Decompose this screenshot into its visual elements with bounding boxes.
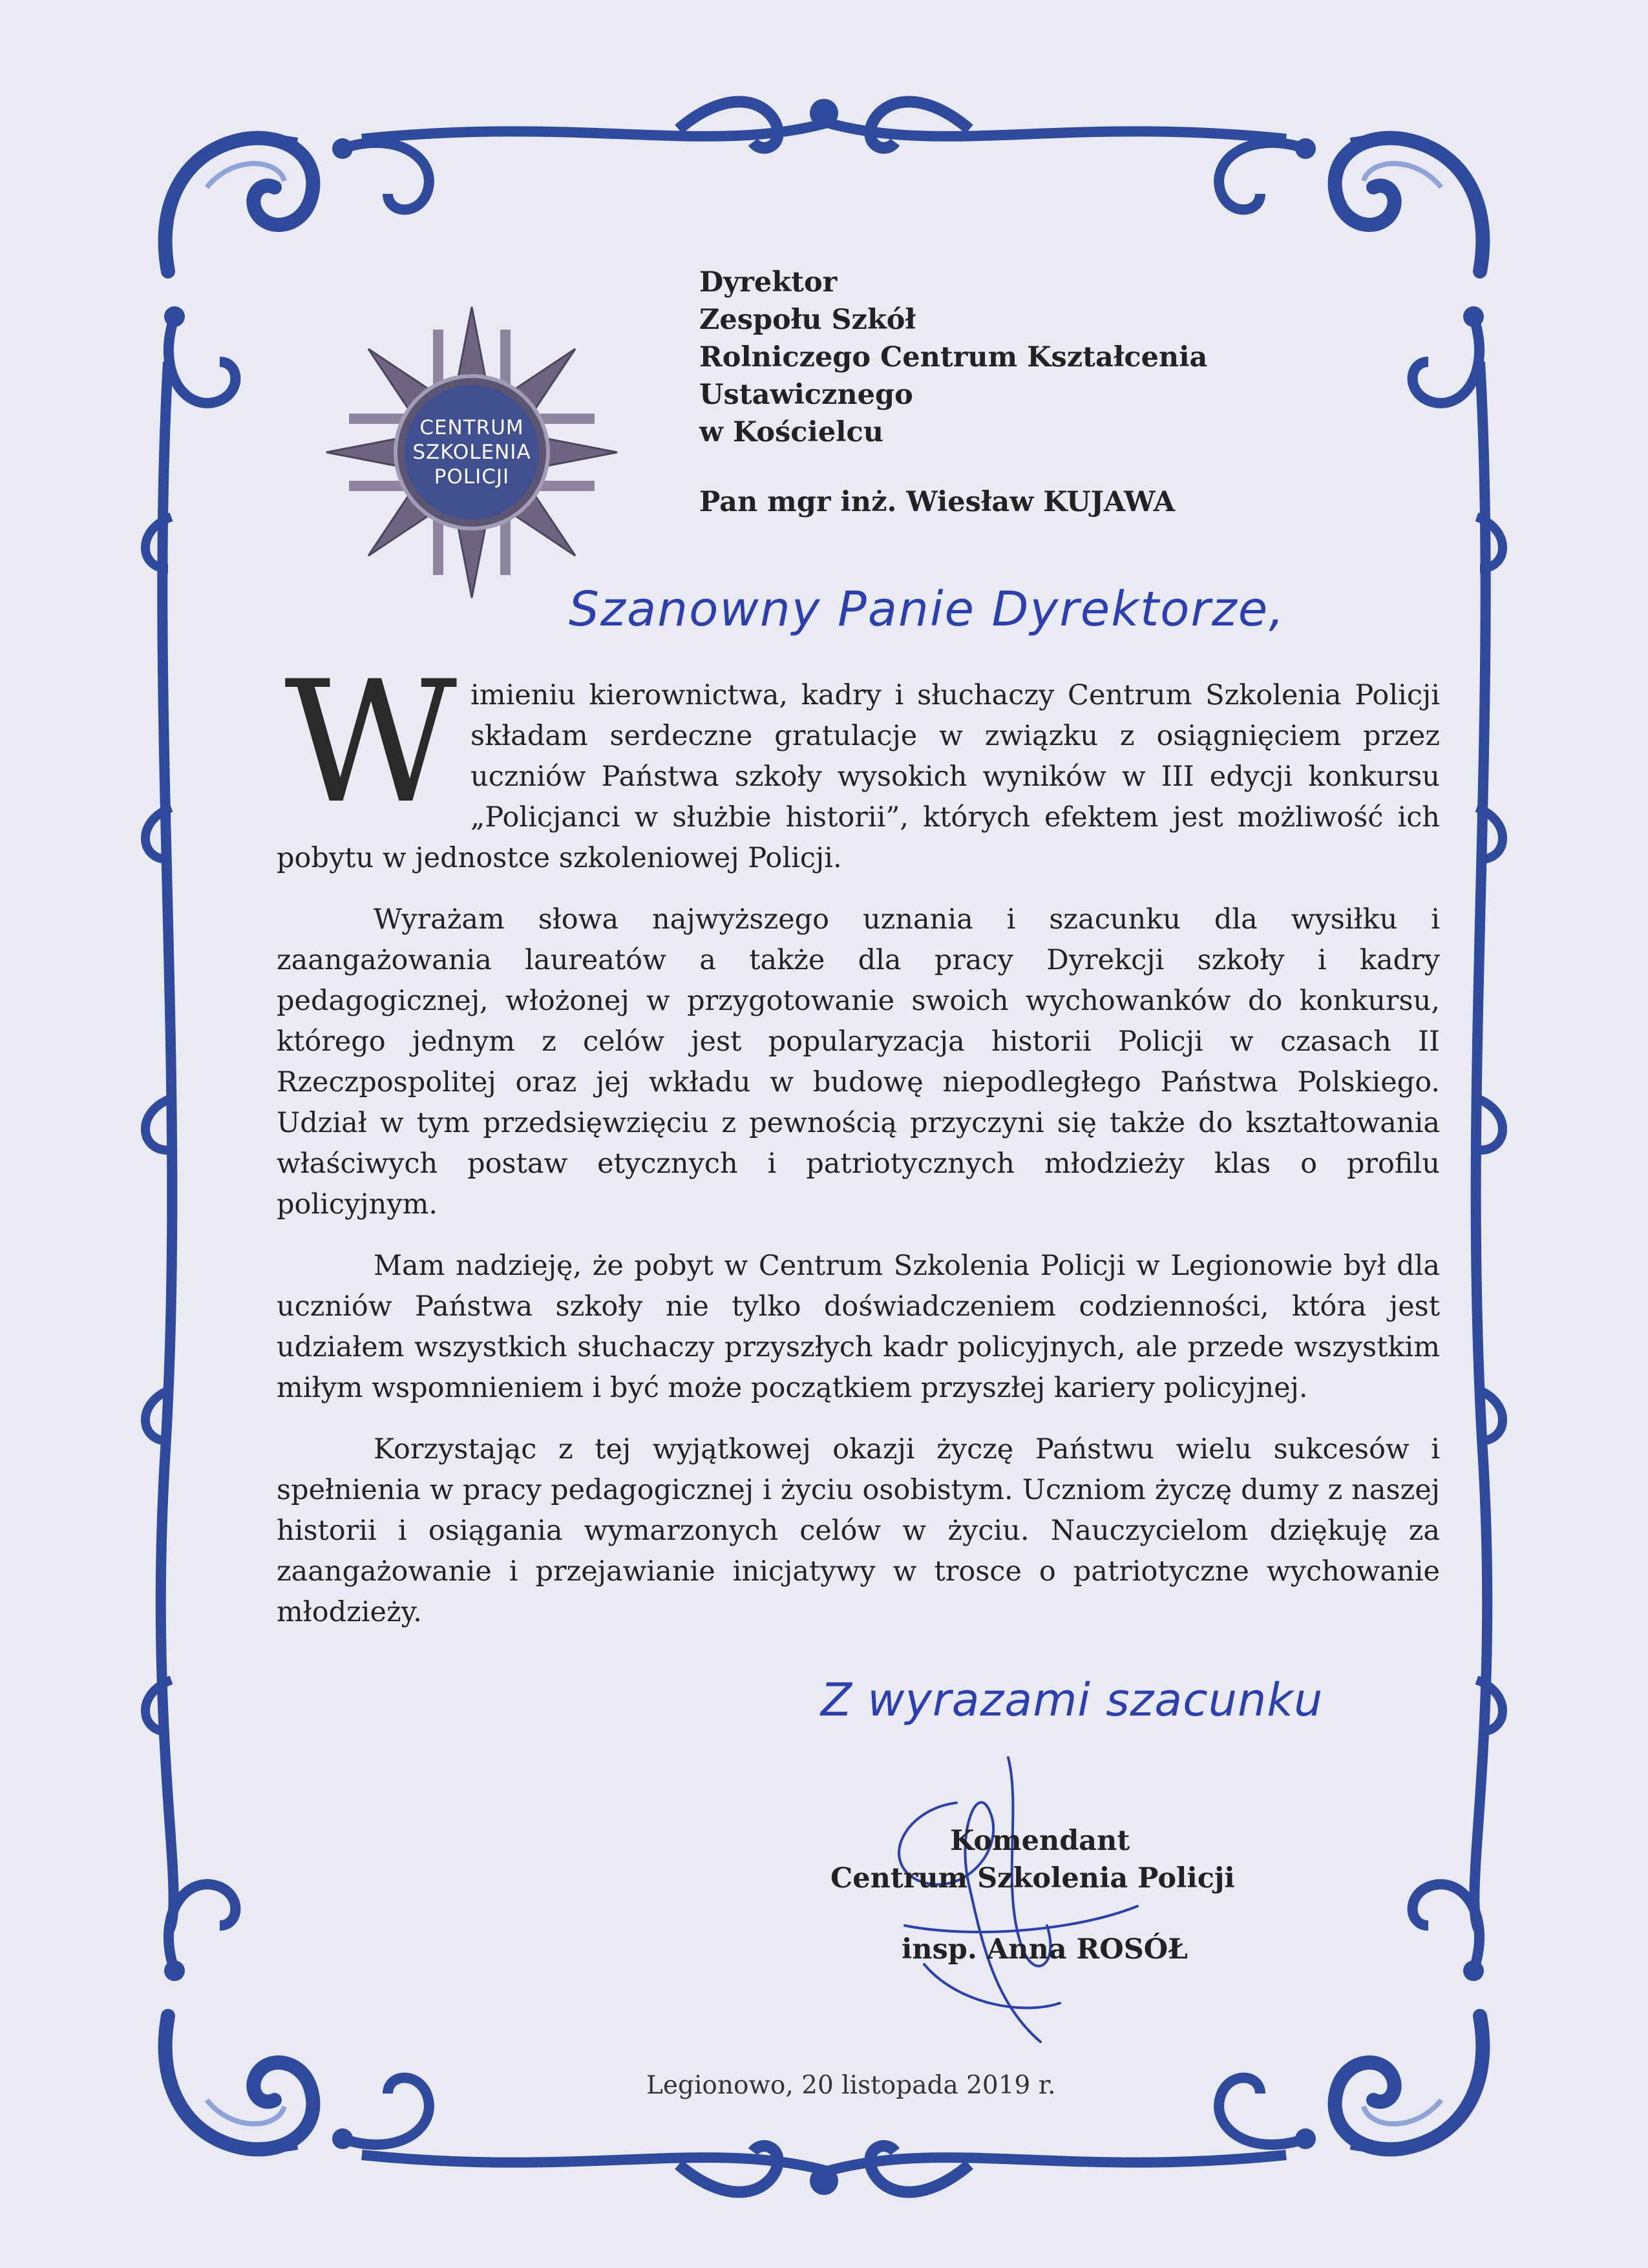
signature-block	[743, 1822, 1454, 1968]
addressee-line: w Kościelcu	[699, 416, 883, 448]
emblem-line-2: SZKOLENIA	[412, 441, 531, 464]
signatory-title: Komendant	[950, 1825, 1130, 1857]
handwritten-closing: Z wyrazami szacunku	[821, 1674, 1324, 1727]
addressee-line: Rolniczego Centrum Kształcenia	[699, 341, 1208, 373]
addressee-line: Ustawicznego	[699, 379, 913, 411]
handwritten-greeting: Szanowny Panie Dyrektorze,	[569, 582, 1285, 637]
paragraph-1: imieniu kierownictwa, kadry i słuchaczy Centrum Szkolenia Policji składam serdeczne gratulacje w związku z osiągnięciem przez uczniów Państwa szkoły wysokich wyników w III edycji konkursu „Policjanci w służbie historii”, których efektem jest możliwość ich pobytu w jednostce szkoleniowej Policji.	[277, 679, 1440, 874]
addressee-line: Dyrektor	[699, 266, 838, 299]
place-and-date: Legionowo, 20 listopada 2019 r.	[646, 2071, 1056, 2100]
drop-cap: W	[284, 646, 458, 841]
police-star-emblem	[323, 304, 620, 601]
addressee-block	[699, 264, 1410, 521]
addressee-line: Zespołu Szkół	[699, 304, 916, 336]
emblem-line-3: POLICJI	[434, 465, 510, 488]
paragraph-3: Mam nadzieję, że pobyt w Centrum Szkolenia Policji w Legionowie był dla uczniów Państwa szkoły nie tylko doświadczeniem codzienności, która jest udziałem wszystkich słuchaczy przyszłych kadr policyjnych, ale przede wszystkim miłym wspomnieniem i być może początkiem przyszłej kariery policyjnej.	[277, 1250, 1440, 1404]
addressee-name: Pan mgr inż. Wiesław KUJAWA	[699, 486, 1176, 518]
emblem-line-1: CENTRUM	[419, 416, 524, 439]
letter-body	[277, 675, 1440, 1654]
signatory-name: insp. Anna ROSÓŁ	[902, 1933, 1188, 1966]
paragraph-4: Korzystając z tej wyjątkowej okazji życzę Państwu wielu sukcesów i spełnienia w pracy pedagogicznej i życiu osobistym. Uczniom życzę dumy z naszej historii i osiągania wymarzonych celów w życiu. Nauczycielom dziękuję za zaangażowanie i przejawianie inicjatywy w trosce o patriotyczne wychowanie młodzieży.	[277, 1433, 1440, 1628]
signatory-unit: Centrum Szkolenia Policji	[830, 1862, 1235, 1895]
paragraph-2: Wyrażam słowa najwyższego uznania i szacunku dla wysiłku i zaangażowania laureatów a także dla pracy Dyrekcji szkoły i kadry pedagogicznej, włożonej w przygotowanie swoich wychowanków do konkursu, którego jednym z celów jest popularyzacja historii Policji w czasach II Rzeczpospolitej oraz jej wkładu w budowę niepodległego Państwa Polskiego. Udział w tym przedsięwzięciu z pewnością przyczyni się także do kształtowania właściwych postaw etycznych i patriotycznych młodzieży klas o profilu policyjnym.	[277, 903, 1440, 1221]
